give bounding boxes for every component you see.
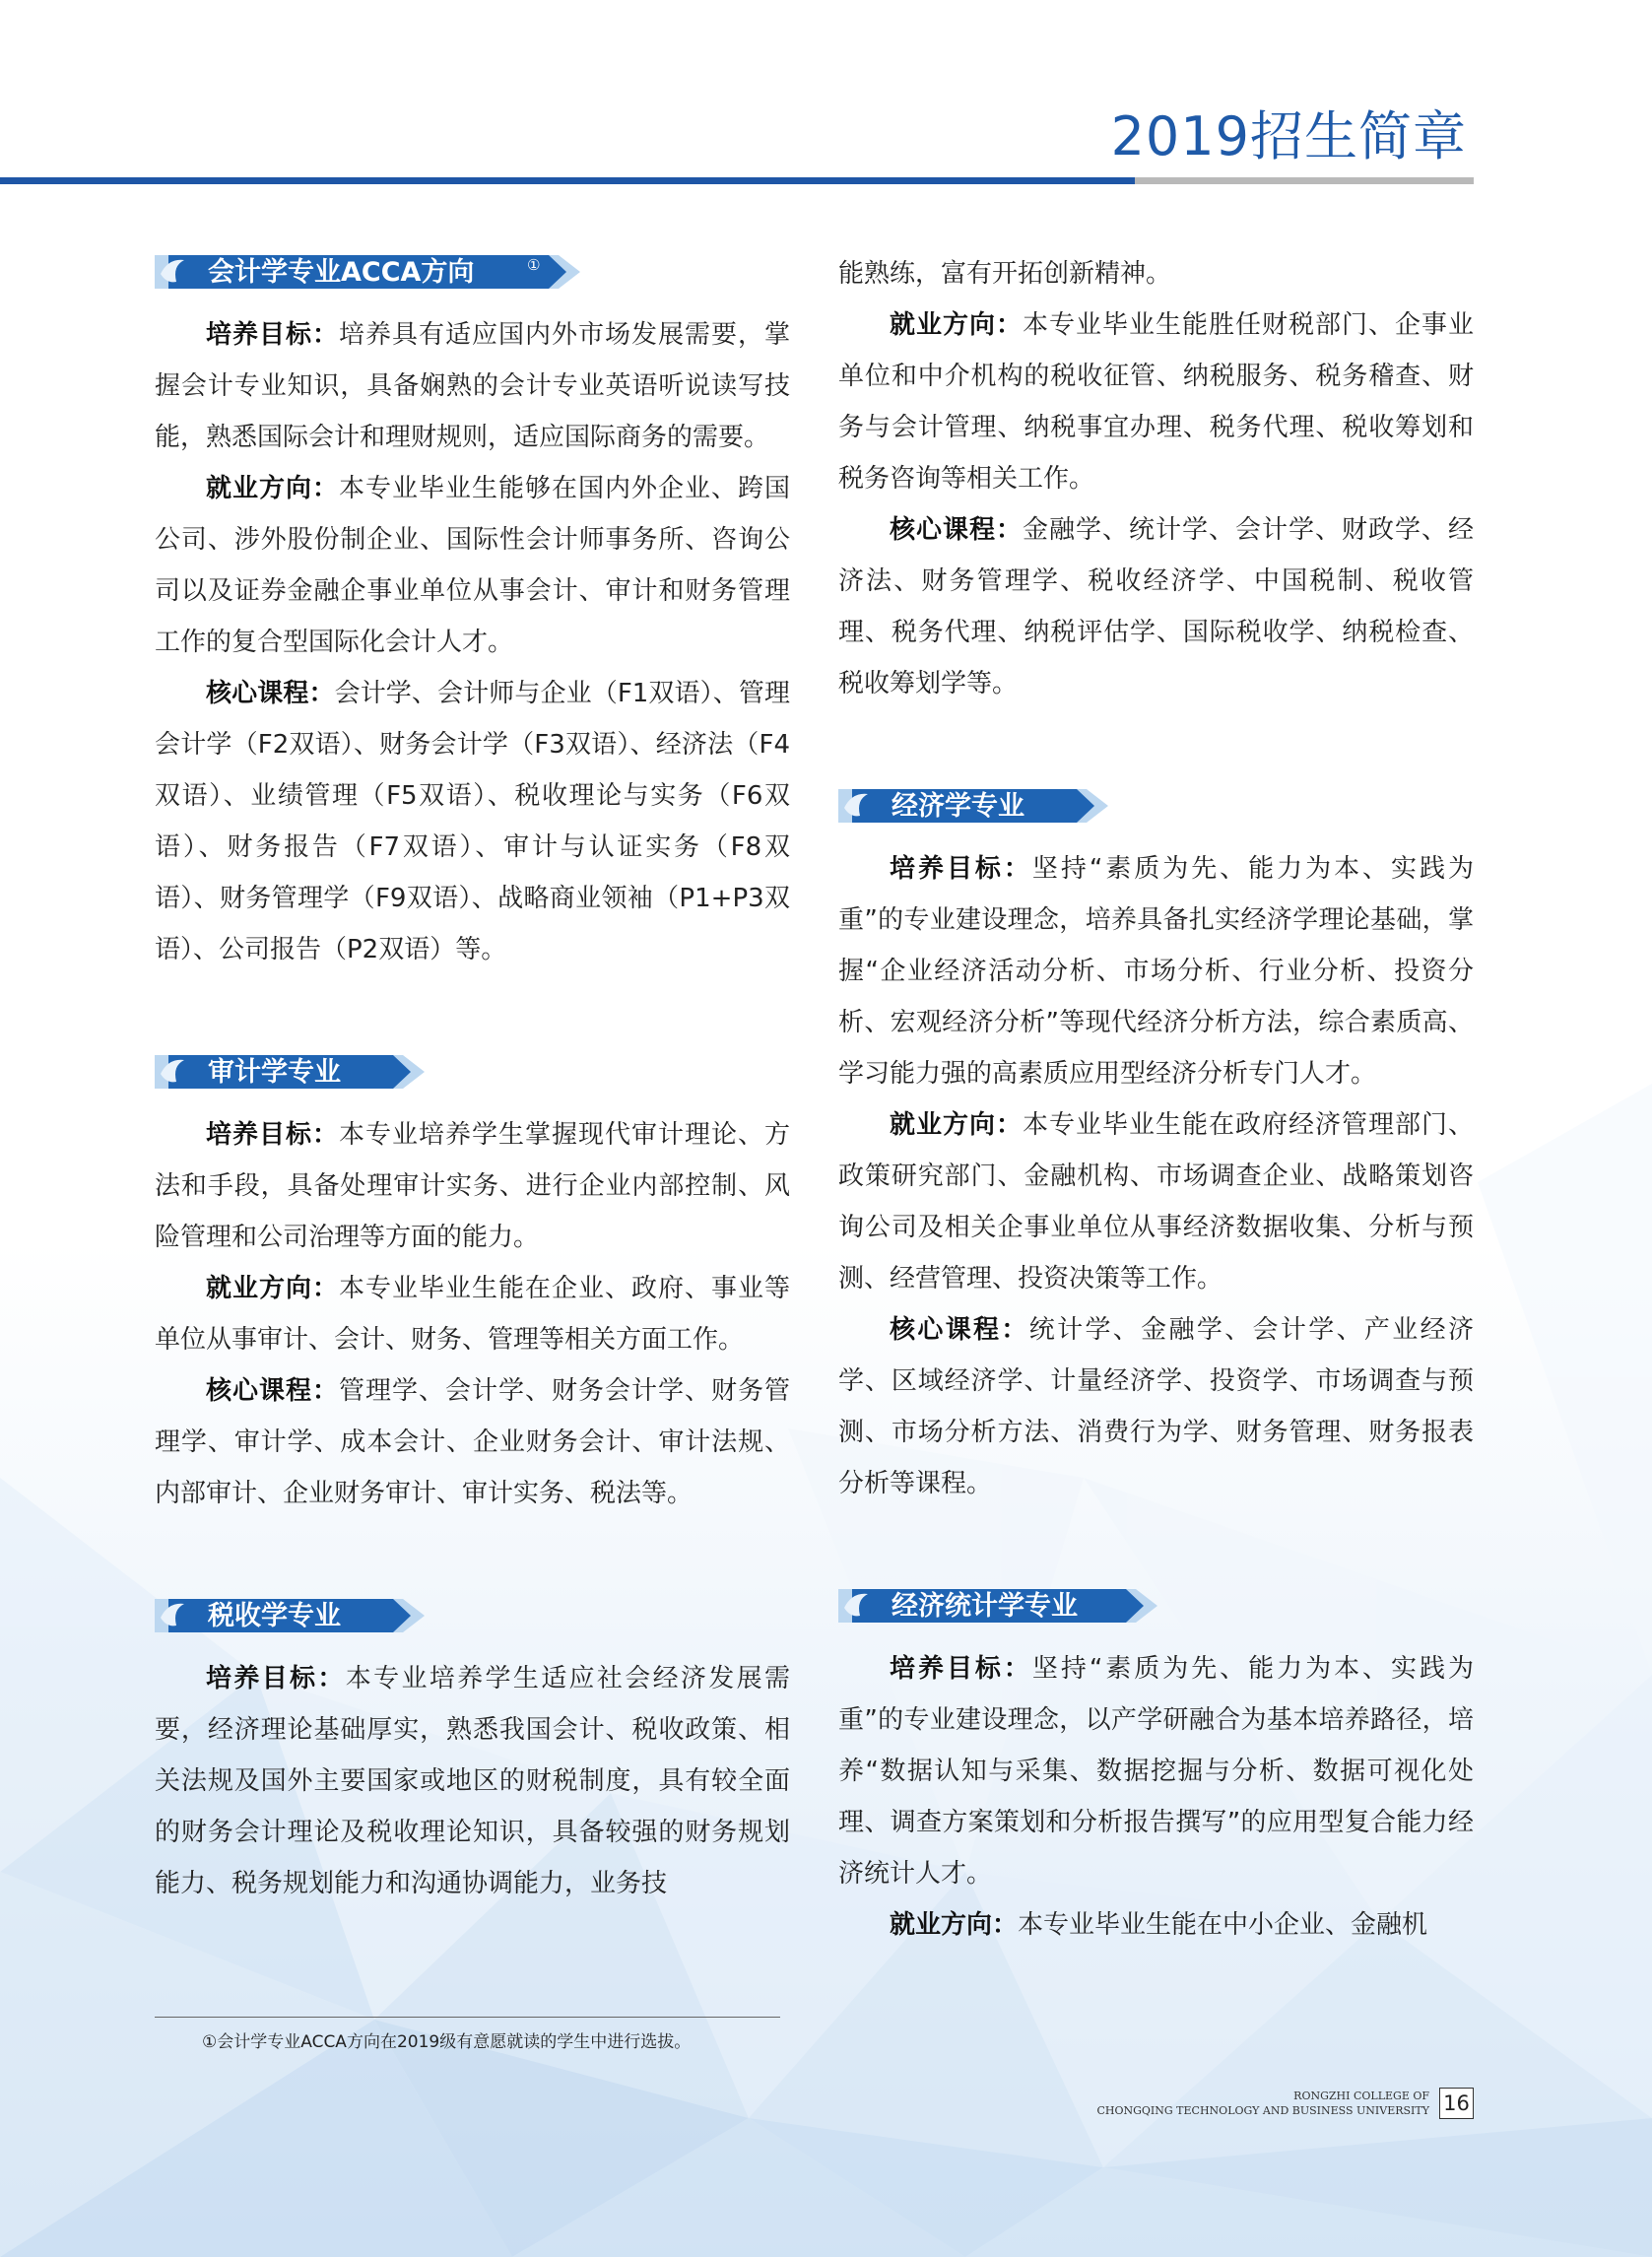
section-heading-econ-stats-text: 经济统计学专业 bbox=[892, 1591, 1078, 1622]
econ-stats-goal bbox=[838, 1643, 1474, 1899]
acca-career-text: 本专业毕业生能够在国内外企业、跨国公司、涉外股份制企业、国际性会计师事务所、咨询公司以及证券金融企事业单位从事会计、审计和财务管理工作的复合型国际化会计人才。 bbox=[155, 474, 790, 657]
audit-goal bbox=[155, 1109, 790, 1263]
economics-career-text: 本专业毕业生能在政府经济管理部门、政策研究部门、金融机构、市场调查企业、战略策划咨询公司及相关企事业单位从事经济数据收集、分析与预测、经营管理、投资决策等工作。 bbox=[838, 1110, 1474, 1294]
acca-career-label: 就业方向： bbox=[206, 474, 339, 503]
tax-goal-label: 培养目标： bbox=[206, 1664, 346, 1693]
section-heading-audit bbox=[155, 1052, 790, 1092]
section-heading-economics bbox=[838, 786, 1474, 826]
economics-career-label: 就业方向： bbox=[890, 1110, 1023, 1140]
right-column bbox=[838, 248, 1474, 1951]
economics-courses-text: 统计学、金融学、会计学、产业经济学、区域经济学、计量经济学、投资学、市场调查与预测、市场分析方法、消费行为学、财务管理、财务报表分析等课程。 bbox=[838, 1315, 1474, 1498]
footnote-text: ①会计学专业ACCA方向在2019级有意愿就读的学生中进行选拔。 bbox=[202, 2032, 692, 2052]
page-number: 16 bbox=[1439, 2088, 1474, 2119]
tax-courses bbox=[838, 504, 1474, 709]
econ-stats-career-label: 就业方向： bbox=[890, 1910, 1019, 1940]
section-heading-tax-text: 税收学专业 bbox=[208, 1601, 341, 1631]
tax-career bbox=[838, 299, 1474, 504]
tax-courses-text: 金融学、统计学、会计学、财政学、经济法、财务管理学、税收经济学、中国税制、税收管理、税务代理、纳税评估学、国际税收学、纳税检查、税收筹划学等。 bbox=[838, 515, 1474, 698]
section-heading-audit-text: 审计学专业 bbox=[208, 1057, 341, 1088]
tax-goal bbox=[155, 1653, 790, 1909]
section-heading-acca bbox=[155, 252, 790, 292]
audit-courses-text: 管理学、会计学、财务会计学、财务管理学、审计学、成本会计、企业财务会计、审计法规、内部审计、企业财务审计、审计实务、税法等。 bbox=[155, 1376, 790, 1508]
economics-goal-text: 坚持“素质为先、能力为本、实践为重”的专业建设理念，培养具备扎实经济学理论基础，掌握“企业经济活动分析、市场分析、行业分析、投资分析、宏观经济分析”等现代经济分析方法，综合素质高、学习能力强的高素质应用型经济分析专门人才。 bbox=[838, 854, 1474, 1089]
tax-goal-continued: 能熟练，富有开拓创新精神。 bbox=[838, 259, 1172, 289]
section-heading-economics-text: 经济学专业 bbox=[892, 791, 1024, 822]
tax-career-label: 就业方向： bbox=[890, 310, 1023, 340]
header-rule-blue bbox=[0, 177, 1135, 184]
acca-courses-label: 核心课程： bbox=[206, 679, 335, 708]
acca-courses-text: 会计学、会计师与企业（F1双语）、管理会计学（F2双语）、财务会计学（F3双语）、经济法（F4双语）、业绩管理（F5双语）、税收理论与实务（F6双语）、财务报告（F7双语）、审计与认证实务（F8双语）、财务管理学（F9双语）、战略商业领袖（P1+P3双语）、公司报告（P2双语）等。 bbox=[155, 679, 790, 964]
econ-stats-goal-text: 坚持“素质为先、能力为本、实践为重”的专业建设理念，以产学研融合为基本培养路径，培养“数据认知与采集、数据挖掘与分析、数据可视化处理、调查方案策划和分析报告撰写”的应用型复合能力经济统计人才。 bbox=[838, 1654, 1474, 1889]
audit-courses-label: 核心课程： bbox=[206, 1376, 339, 1406]
audit-goal-text: 本专业培养学生掌握现代审计理论、方法和手段，具备处理审计实务、进行企业内部控制、风险管理和公司治理等方面的能力。 bbox=[155, 1120, 790, 1252]
tax-goal-text: 本专业培养学生适应社会经济发展需要，经济理论基础厚实，熟悉我国会计、税收政策、相关法规及国外主要国家或地区的财税制度，具有较全面的财务会计理论及税收理论知识，具备较强的财务规划能力、税务规划能力和沟通协调能力，业务技 bbox=[155, 1664, 790, 1898]
acca-courses bbox=[155, 668, 790, 975]
econ-stats-career-text: 本专业毕业生能在中小企业、金融机 bbox=[1018, 1910, 1428, 1940]
economics-goal-label: 培养目标： bbox=[890, 854, 1032, 884]
footer-school-line1: RONGZHI COLLEGE OF bbox=[1293, 2090, 1429, 2102]
audit-career-label: 就业方向： bbox=[206, 1274, 339, 1303]
economics-courses-label: 核心课程： bbox=[890, 1315, 1029, 1345]
tax-courses-label: 核心课程： bbox=[890, 515, 1023, 545]
audit-career bbox=[155, 1263, 790, 1365]
section-heading-acca-text: 会计学专业ACCA方向 bbox=[208, 257, 475, 288]
footer-school-name bbox=[1096, 2089, 1429, 2118]
economics-goal bbox=[838, 843, 1474, 1099]
footnote-marker: ① bbox=[527, 256, 541, 274]
audit-goal-label: 培养目标： bbox=[206, 1120, 339, 1150]
page-title: 2019招生简章 bbox=[1110, 105, 1467, 167]
acca-career bbox=[155, 463, 790, 668]
acca-goal bbox=[155, 309, 790, 463]
econ-stats-career bbox=[838, 1899, 1474, 1951]
section-heading-econ-stats bbox=[838, 1586, 1474, 1626]
footer-school-line2: CHONGQING TECHNOLOGY AND BUSINESS UNIVERSITY bbox=[1096, 2104, 1429, 2117]
left-column bbox=[155, 248, 790, 1909]
tax-career-text: 本专业毕业生能胜任财税部门、企事业单位和中介机构的税收征管、纳税服务、税务稽查、财务与会计管理、纳税事宜办理、税务代理、税收筹划和税务咨询等相关工作。 bbox=[838, 310, 1474, 494]
economics-career bbox=[838, 1099, 1474, 1304]
audit-career-text: 本专业毕业生能在企业、政府、事业等单位从事审计、会计、财务、管理等相关方面工作。 bbox=[155, 1274, 790, 1355]
section-heading-tax bbox=[155, 1596, 790, 1635]
header-rule-gray bbox=[1135, 177, 1474, 184]
footnote-rule bbox=[155, 2017, 780, 2018]
acca-goal-label: 培养目标： bbox=[206, 320, 339, 350]
acca-goal-text: 培养具有适应国内外市场发展需要，掌握会计专业知识，具备娴熟的会计专业英语听说读写技能，熟悉国际会计和理财规则，适应国际商务的需要。 bbox=[155, 320, 790, 452]
econ-stats-goal-label: 培养目标： bbox=[890, 1654, 1032, 1684]
audit-courses bbox=[155, 1365, 790, 1519]
economics-courses bbox=[838, 1304, 1474, 1509]
